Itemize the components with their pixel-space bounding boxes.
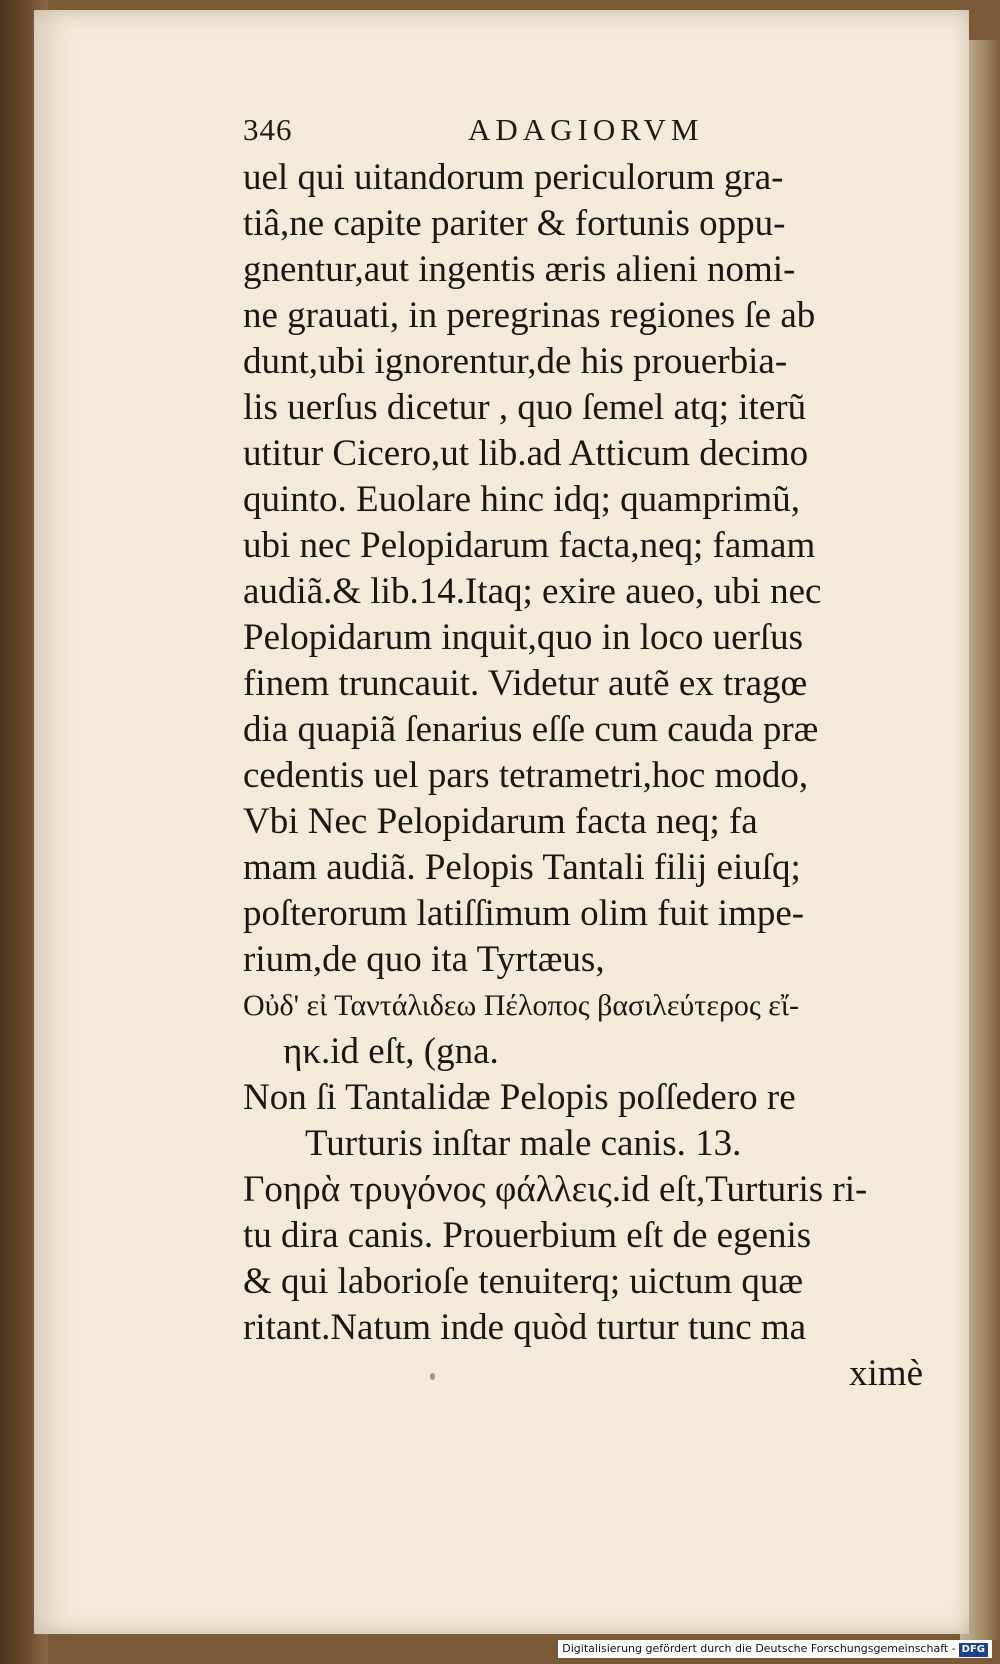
text-block (243, 155, 923, 1397)
credit-text: Digitalisierung gefördert durch die Deutsche Forschungsgemeinschaft - (562, 1642, 956, 1655)
text-line: mam audiã. Pelopis Tantali filij eiuſq; (243, 847, 801, 888)
digitization-credit (558, 1640, 992, 1658)
text-line: cedentis uel pars tetrametri,hoc modo, (243, 755, 809, 796)
running-title: ADAGIORVM (468, 112, 704, 147)
text-line: tiâ,ne capite pariter & fortunis oppu- (243, 203, 786, 244)
adage-heading: Turturis inſtar male canis. 13. (305, 1123, 742, 1164)
text-line: gnentur,aut ingentis æris alieni nomi- (243, 249, 796, 290)
text-line: quinto. Euolare hinc idq; quamprimũ, (243, 479, 800, 520)
text-line: & qui laborioſe tenuiterq; uictum quæ (243, 1261, 804, 1302)
text-line: uel qui uitandorum periculorum gra- (243, 157, 784, 198)
page-number: 346 (243, 112, 293, 147)
text-line: audiã.& lib.14.Itaq; exire aueo, ubi nec (243, 571, 822, 612)
text-line: ηκ.id eſt, (gna. (283, 1031, 499, 1072)
text-line: ritant.Natum inde quòd turtur tunc ma (243, 1307, 807, 1348)
catchword: ximè (849, 1353, 923, 1394)
page-header (243, 112, 743, 152)
text-line: finem truncauit. Videtur autẽ ex tragœ (243, 663, 808, 704)
text-line: Γοηρὰ τρυγόνος φάλλεις.id eſt,Turturis ri- (243, 1169, 868, 1210)
text-line: poſterorum latiſſimum olim fuit impe- (243, 893, 805, 934)
text-line: ubi nec Pelopidarum facta,neq; famam (243, 525, 816, 566)
text-line: Pelopidarum inquit,quo in loco uerſus (243, 617, 804, 658)
text-line: rium,de quo ita Tyrtæus, (243, 939, 605, 980)
ink-speck (430, 1373, 435, 1380)
text-line: lis uerſus dicetur , quo ſemel atq; iterũ (243, 387, 807, 428)
text-line: dia quapiã ſenarius eſſe cum cauda præ (243, 709, 819, 750)
text-line: ne grauati, in peregrinas regiones ſe ab (243, 295, 816, 336)
text-line: Vbi Nec Pelopidarum facta neq; fa (243, 801, 758, 842)
greek-verse-line: Οὐδ' εἰ Ταντάλιδεω Πέλοπος βασιλεύτερος εἴ- (243, 989, 799, 1022)
text-line: utitur Cicero,ut lib.ad Atticum decimo (243, 433, 809, 474)
text-line: tu dira canis. Prouerbium eſt de egenis (243, 1215, 812, 1256)
latin-verse-line: Non ſi Tantalidæ Pelopis poſſedero re (243, 1077, 796, 1118)
dfg-logo: DFG (959, 1643, 988, 1657)
text-line: dunt,ubi ignorentur,de his prouerbia- (243, 341, 788, 382)
